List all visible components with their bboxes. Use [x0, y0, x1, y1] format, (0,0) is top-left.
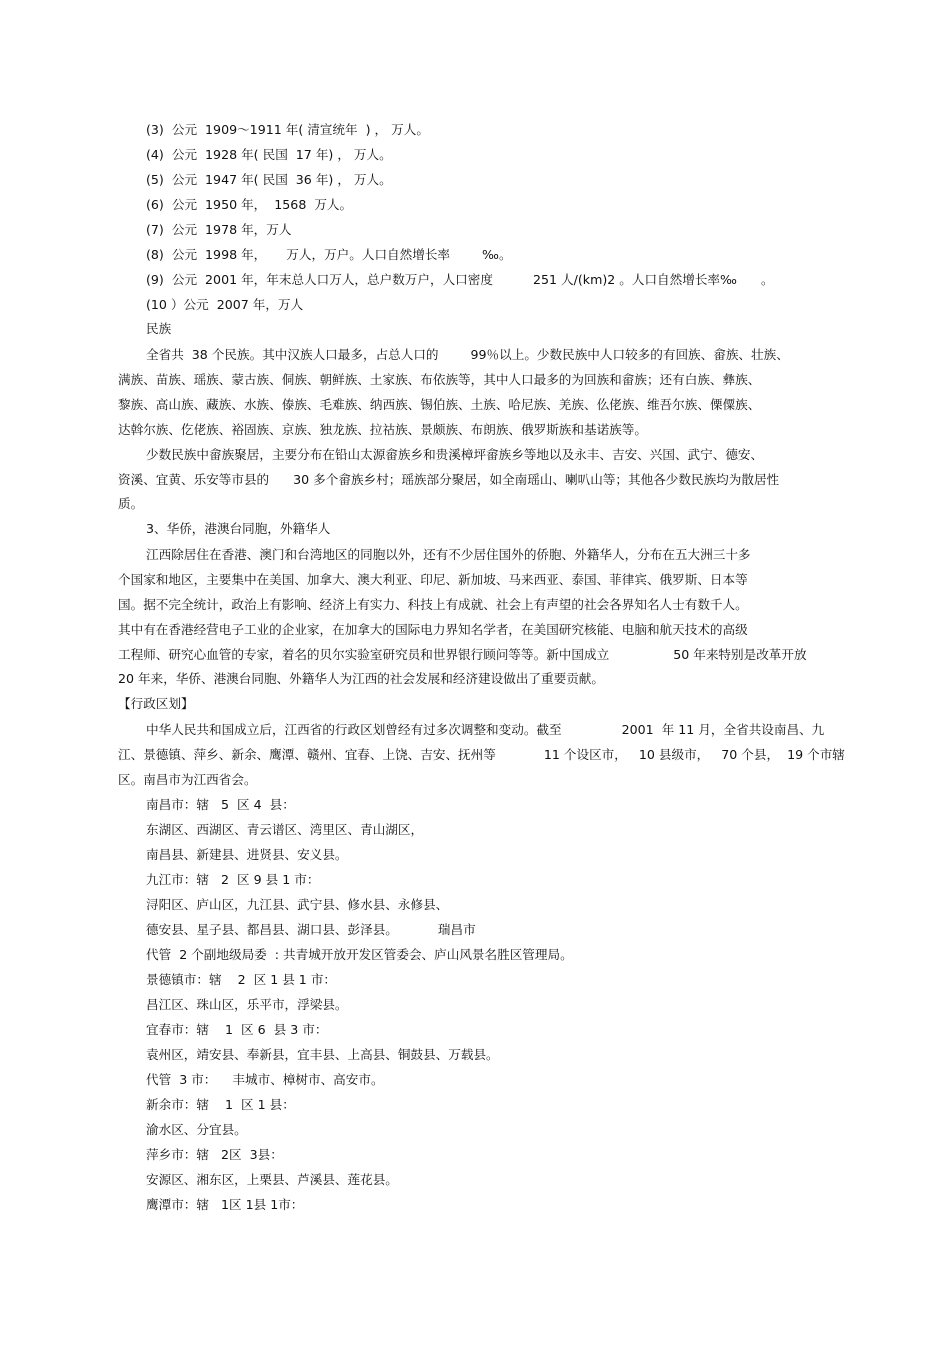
paragraph-line: 质。: [118, 496, 144, 511]
text-line: 新余市：辖 1 区 1 县：: [146, 1097, 295, 1112]
text-line: 浔阳区、庐山区，九江县、武宁县、修水县、永修县、: [146, 897, 449, 912]
paragraph-line: 满族、苗族、瑶族、蒙古族、侗族、朝鲜族、土家族、布依族等，其中人口最多的为回族和畲族；还有白族、彝族、: [118, 372, 761, 387]
paragraph-line: 江西除居住在香港、澳门和台湾地区的同胞以外，还有不少居住国外的侨胞、外籍华人，分布在五大洲三十多: [146, 547, 751, 562]
text-line: 东湖区、西湖区、青云谱区、湾里区、青山湖区，: [146, 822, 424, 837]
text-line: (3) 公元 1909～1911 年( 清宣统年 ) ， 万人。: [146, 122, 429, 137]
text-line: 九江市：辖 2 区 9 县 1 市：: [146, 872, 320, 887]
text-line: 南昌市：辖 5 区 4 县：: [146, 797, 295, 812]
paragraph-line: 其中有在香港经营电子工业的企业家，在加拿大的国际电力界知名学者，在美国研究核能、电脑和航天技术的高级: [118, 622, 748, 637]
text-line: 鹰潭市：辖 1区 1县 1市：: [146, 1197, 304, 1212]
text-line: (9) 公元 2001 年，年末总人口万人，总户数万户，人口密度 251 人/(km)2 。人口自然增长率‰ 。: [146, 272, 774, 287]
text-line: 德安县、星子县、都昌县、湖口县、彭泽县。 瑞昌市: [146, 922, 476, 937]
section-heading: 3、华侨，港澳台同胞，外籍华人: [146, 521, 331, 536]
paragraph-line: 少数民族中畲族聚居，主要分布在铅山太源畲族乡和贵溪樟坪畲族乡等地以及永丰、吉安、兴国、武宁、德安、: [146, 447, 764, 462]
paragraph-line: 资溪、宜黄、乐安等市县的 30 多个畲族乡村；瑶族部分聚居，如全南瑶山、喇叭山等；其他各少数民族均为散居性: [118, 472, 780, 487]
paragraph-line: 工程师、研究心血管的专家，着名的贝尔实验室研究员和世界银行顾问等等。新中国成立 50 年来特别是改革开放: [118, 647, 807, 662]
text-line: 渝水区、分宜县。: [146, 1122, 247, 1137]
paragraph-line: 20 年来，华侨、港澳台同胞、外籍华人为江西的社会发展和经济建设做出了重要贡献。: [118, 671, 604, 686]
paragraph-line: 中华人民共和国成立后，江西省的行政区划曾经有过多次调整和变动。截至 2001 年 11 月，全省共设南昌、九: [146, 722, 825, 737]
section-heading: 【行政区划】: [118, 696, 194, 711]
text-line: (7) 公元 1978 年，万人: [146, 222, 292, 237]
paragraph-line: 国。据不完全统计，政治上有影响、经济上有实力、科技上有成就、社会上有声望的社会各界知名人士有数千人。: [118, 597, 748, 612]
text-line: 袁州区，靖安县、奉新县，宜丰县、上高县、铜鼓县、万载县。: [146, 1047, 499, 1062]
text-line: (4) 公元 1928 年( 民国 17 年) ， 万人。: [146, 147, 392, 162]
paragraph-line: 达斡尔族、仡佬族、裕固族、京族、独龙族、拉祜族、景颇族、布朗族、俄罗斯族和基诺族等。: [118, 422, 647, 437]
text-line: 安源区、湘东区，上栗县、芦溪县、莲花县。: [146, 1172, 398, 1187]
paragraph-line: 区。南昌市为江西省会。: [118, 772, 257, 787]
paragraph-line: 江、景德镇、萍乡、新余、鹰潭、赣州、宜春、上饶、吉安、抚州等 11 个设区市， 10 县级市， 70 个县， 19 个市辖: [118, 747, 845, 762]
paragraph-line: 黎族、高山族、藏族、水族、傣族、毛难族、纳西族、锡伯族、土族、哈尼族、羌族、仫佬族、维吾尔族、傈僳族、: [118, 397, 761, 412]
text-line: 景德镇市：辖 2 区 1 县 1 市：: [146, 972, 337, 987]
text-line: 昌江区、珠山区，乐平市，浮梁县。: [146, 997, 348, 1012]
text-line: (5) 公元 1947 年( 民国 36 年) ， 万人。: [146, 172, 392, 187]
text-line: (8) 公元 1998 年， 万人，万户。人口自然增长率 ‰。: [146, 247, 512, 262]
text-line: (10 ）公元 2007 年，万人: [146, 297, 304, 312]
text-line: 萍乡市：辖 2区 3县：: [146, 1147, 283, 1162]
paragraph-line: 全省共 38 个民族。其中汉族人口最多，占总人口的 99％以上。少数民族中人口较多的有回族、畲族、壮族、: [146, 347, 789, 362]
text-line: 代管 2 个副地级局委 : 共青城开放开发区管委会、庐山风景名胜区管理局。: [146, 947, 573, 962]
paragraph-line: 个国家和地区，主要集中在美国、加拿大、澳大利亚、印尼、新加坡、马来西亚、泰国、菲律宾、俄罗斯、日本等: [118, 572, 748, 587]
section-heading: 民族: [146, 321, 172, 336]
text-line: (6) 公元 1950 年， 1568 万人。: [146, 197, 353, 212]
text-line: 南昌县、新建县、进贤县、安义县。: [146, 847, 348, 862]
text-line: 宜春市：辖 1 区 6 县 3 市：: [146, 1022, 328, 1037]
text-line: 代管 3 市： 丰城市、樟树市、高安市。: [146, 1072, 384, 1087]
